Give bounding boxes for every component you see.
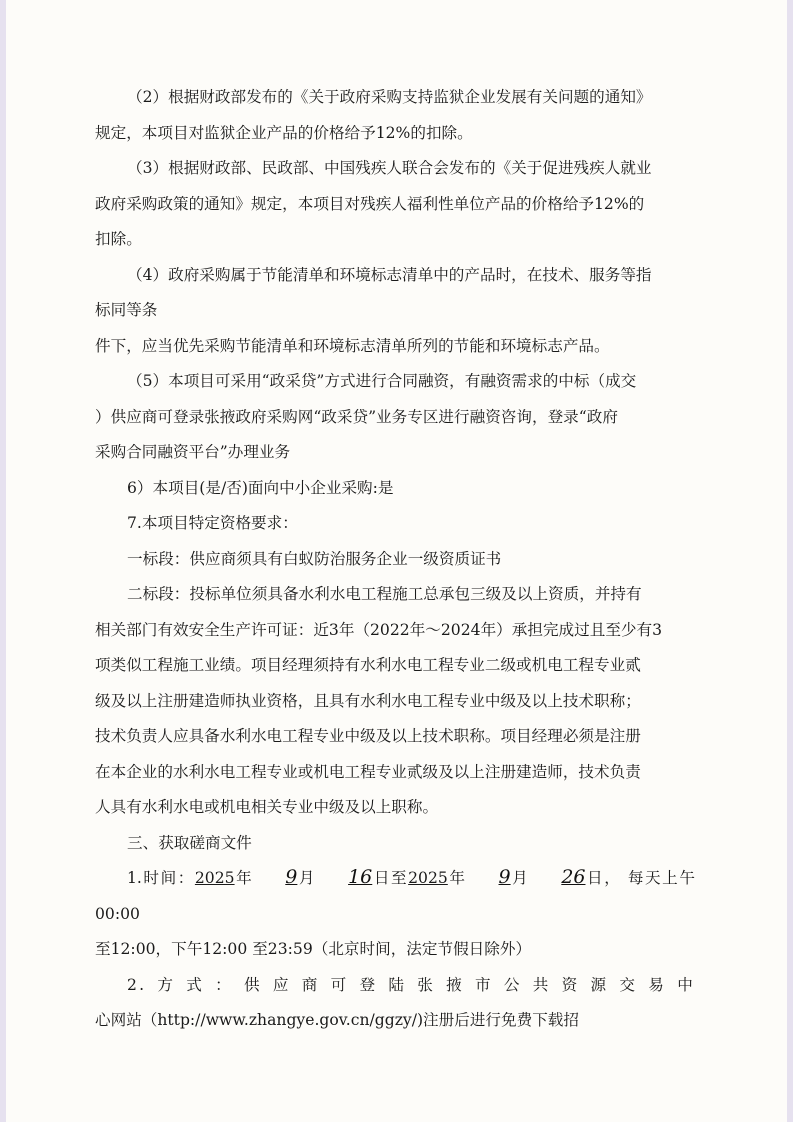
paragraph-contract-financing <box>95 364 695 471</box>
text-line: 政府采购政策的通知》规定，本项目对残疾人福利性单位产品的价格给予12%的 <box>95 194 645 213</box>
paragraph-lot-1: 一标段：供应商须具有白蚁防治服务企业一级资质证书 <box>127 549 502 568</box>
text-line: 扣除。 <box>95 230 142 248</box>
handwritten-end-day: 26 <box>561 866 586 888</box>
text-line: ）供应商可登录张掖政府采购网“政采贷”业务专区进行融资咨询，登录“政府 <box>95 407 618 426</box>
text-line: 件下，应当优先采购节能清单和环境标志清单所列的节能和环境标志产品。 <box>95 336 610 355</box>
text-line: 心网站（http://www.zhangye.gov.cn/ggzy/)注册后进行免费下载招 <box>95 1011 579 1029</box>
text-line: 标同等条 <box>95 301 158 319</box>
text-line: 在本企业的水利水电工程专业或机电工程专业贰级及以上注册建造师，技术负责 <box>95 762 641 781</box>
text-line: （4）政府采购属于节能清单和环境标志清单中的产品时，在技术、服务等指 <box>127 265 652 284</box>
handwritten-start-day: 16 <box>348 866 373 888</box>
handwritten-start-month: 9 <box>285 866 298 888</box>
time-line: 至12:00，下午12:00 至23:59（北京时间，法定节假日除外） <box>95 940 532 958</box>
day-unit: 日， <box>585 869 622 887</box>
paragraph-acquisition-time <box>95 861 695 968</box>
scan-edge-left <box>0 0 6 1122</box>
paragraph-acquisition-method <box>95 968 695 1039</box>
daily-hours: 每天上午00:00 <box>95 869 695 923</box>
paragraph-energy-saving <box>95 258 695 365</box>
text-line: 项类似工程施工业绩。项目经理须持有水利水电工程专业二级或机电工程专业贰 <box>95 656 641 674</box>
time-line <box>95 861 695 932</box>
section-heading: 三、获取磋商文件 <box>127 833 252 852</box>
paragraph-lot-2 <box>95 577 695 826</box>
start-year: 2025 <box>194 869 235 887</box>
handwritten-end-month: 9 <box>498 866 511 888</box>
text-line: 2.方式：供应商可登陆张掖市公共资源交易中 <box>127 975 695 994</box>
document-body <box>95 80 695 1039</box>
text-line: （5）本项目可采用“政采贷”方式进行合同融资，有融资需求的中标（成交 <box>127 372 637 390</box>
text-line: 二标段：投标单位须具备水利水电工程施工总承包三级及以上资质，并持有 <box>127 585 642 603</box>
paragraph-sme-procurement: 6）本项目(是/否)面向中小企业采购:是 <box>127 478 394 497</box>
text-line: 人具有水利水电或机电相关专业中级及以上职称。 <box>95 798 439 816</box>
year-unit: 年 <box>234 869 254 887</box>
time-label: 1.时间： <box>127 869 195 887</box>
scan-edge-right <box>787 0 793 1122</box>
text-line: （2）根据财政部发布的《关于政府采购支持监狱企业发展有关问题的通知》 <box>127 88 652 106</box>
end-year: 2025 <box>408 869 448 887</box>
paragraph-special-qualifications: 7.本项目特定资格要求： <box>127 514 298 532</box>
text-line: 级及以上注册建造师执业资格，且具有水利水电工程专业中级及以上技术职称； <box>95 691 641 710</box>
month-unit: 月 <box>510 869 530 887</box>
text-line: 采购合同融资平台”办理业务 <box>95 443 291 461</box>
text-line: 规定，本项目对监狱企业产品的价格给予12%的扣除。 <box>95 123 473 142</box>
text-line: 相关部门有效安全生产许可证：近3年（2022年～2024年）承担完成过且至少有3 <box>95 620 663 639</box>
day-to-unit: 日至 <box>372 869 409 887</box>
month-unit: 月 <box>297 869 317 887</box>
text-line: （3）根据财政部、民政部、中国残疾人联合会发布的《关于促进残疾人就业 <box>127 159 652 177</box>
paragraph-disabled-welfare <box>95 151 695 258</box>
text-line: 技术负责人应具备水利水电工程专业中级及以上技术职称。项目经理必须是注册 <box>95 727 641 745</box>
year-unit: 年 <box>447 869 467 887</box>
paragraph-prison-enterprise <box>95 80 695 151</box>
